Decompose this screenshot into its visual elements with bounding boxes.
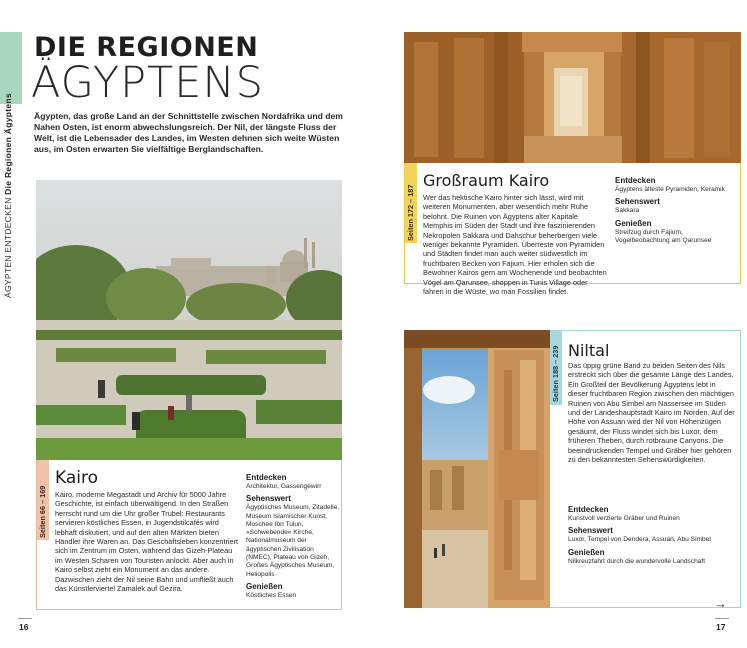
fact-heading-sehenswert: Sehenswert bbox=[615, 197, 660, 207]
left-page bbox=[0, 0, 373, 648]
page-range: Seiten 188 – 239 bbox=[551, 345, 560, 402]
right-page bbox=[374, 0, 747, 648]
region-title: Kairo bbox=[55, 468, 99, 488]
fact-sehenswert: Sakkara bbox=[615, 207, 640, 215]
fact-heading-entdecken: Entdecken bbox=[568, 505, 609, 514]
region-description: Kairo, moderne Megastadt und Archiv für 5000 Jahre Geschichte, ist einfach überwältigend. In den Straßen herrscht rund um die Uhr großer Trubel: Restaurants servieren köstliches Essen, in Jugendstilcafés wird lebhaft diskutiert, und auf den alten Märkten bieten Händler ihre Waren an. Das Geschäftsleben konzentriert sich im Zentrum im Osten, während das Gizeh-Plateau im Westen Scharen von Touristen anlockt. Aber auch in Kairo selbst zieht ein Monument an das andere. Dazwischen zieht der Nil seine Bahn und umfließt auch das Künstlerviertel Zamalek auf Gezira. bbox=[55, 490, 239, 594]
fact-geniessen: Streifzug durch Fajium, Vogelbeobachtung am Qarunsee bbox=[615, 228, 712, 244]
fact-heading-entdecken: Entdecken bbox=[246, 473, 287, 482]
intro-paragraph: Ägypten, das große Land an der Schnittstelle zwischen Nordafrika und dem Nahen Osten, ist enorm abwechslungsreich. Der Nil, der längste Fluss der Welt, ist die Lebensader des Landes, im Westen dehnen sich weite Wüsten aus, im Osten erwarten Sie vielfältige Berglandschaften. bbox=[34, 111, 343, 155]
region-card-niltal bbox=[550, 330, 741, 608]
running-header bbox=[3, 93, 17, 298]
fact-sehenswert: Ägyptisches Museum, Zitadelle, Museum Islamischer Kunst, Moschee Ibn Tulun, »Schwebende« Kirche, Nationalmuseum der ägyptischen Zivilisation (NMEC), Plateau von Gizeh, Großes Ägyptisches Museum, Heliopolis bbox=[246, 504, 340, 578]
fact-geniessen: Köstliches Essen bbox=[246, 591, 297, 599]
region-card-grossraum-kairo bbox=[404, 163, 741, 297]
page-range-tab bbox=[37, 460, 49, 540]
running-header-title: Die Regionen Ägyptens bbox=[3, 93, 13, 195]
fact-heading-entdecken: Entdecken bbox=[615, 176, 656, 185]
running-header-prefix: ÄGYPTEN ENTDECKEN bbox=[3, 197, 13, 298]
temple-gate-photo bbox=[404, 330, 550, 608]
page-range-tab bbox=[550, 331, 562, 405]
region-facts bbox=[615, 173, 737, 245]
page-range-tab bbox=[405, 163, 417, 243]
fact-heading-geniessen: Genießen bbox=[568, 547, 605, 557]
cairo-park-photo bbox=[36, 180, 342, 460]
fact-heading-sehenswert: Sehenswert bbox=[246, 494, 291, 504]
region-title: Niltal bbox=[568, 341, 610, 360]
fact-heading-sehenswert: Sehenswert bbox=[568, 526, 613, 536]
fact-entdecken: Ägyptens älteste Pyramiden, Keramik bbox=[615, 186, 725, 193]
fact-entdecken: Architektur, Gassengewirr bbox=[246, 483, 322, 490]
region-description: Das üppig grüne Band zu beiden Seiten des Nils erstreckt sich über die gesamte Länge des Landes. Ein Großteil der Bevölkerung Ägyptens lebt in dieser fruchtbaren Region zwischen den mächtigen Ruinen von Abu Simbel am Nassersee im Süden und der Landeshauptstadt Kairo im Norden. Auf der Höhe von Assuan wird der Nil von Höhenzügen gesäumt, der Fluss windet sich bis Luxor, dem früheren Theben, durch rotbraune Canyons. Die beeindruckenden Tempel und Gräber hier gehören zu den bekanntesten Sehenswürdigkeiten. bbox=[568, 361, 735, 465]
page-number-rule bbox=[715, 618, 729, 619]
region-description: Wer das hektische Kairo hinter sich lässt, wird mit weiteren Monumenten, aber wesentlich mehr Ruhe belohnt. Die Ruinen von Ägyptens alter Kapitale Memphis im Süden der Stadt und ihre faszinierenden Nekropolen Sakkara und Dahschur beherbergen viele weniger bekannte Pyramiden. Überreste von Pyramiden und Städten findet man auch weiter südwestlich im fruchtbaren Becken von Fajium. Hier erholen sich die Bewohner Kairos gern am Wochenende und beobachten Vögel am Qarunsee, shoppen in Tunis Village oder fahren in die Wüste, wo man Fossilien findet. bbox=[423, 193, 607, 297]
region-card-kairo bbox=[36, 460, 342, 610]
page-range: Seiten 66 – 169 bbox=[38, 485, 47, 538]
page-title-line2: ÄGYPTENS bbox=[31, 58, 264, 108]
fact-heading-geniessen: Genießen bbox=[615, 218, 652, 228]
region-facts bbox=[568, 502, 736, 566]
region-title: Großraum Kairo bbox=[423, 171, 550, 190]
temple-corridor-photo bbox=[404, 32, 741, 163]
next-page-arrow-icon[interactable]: → bbox=[714, 596, 727, 611]
page-number: 17 bbox=[716, 622, 726, 632]
fact-sehenswert: Luxor, Tempel von Dendera, Assuan, Abu Simbel bbox=[568, 536, 711, 544]
page-number: 16 bbox=[19, 622, 29, 632]
page-title-line1: DIE REGIONEN bbox=[34, 32, 259, 63]
fact-entdecken: Kunstvoll verzierte Gräber und Ruinen bbox=[568, 515, 680, 522]
page-number-rule bbox=[18, 618, 32, 619]
fact-geniessen: Nilkreuzfahrt durch die wundervolle Landschaft bbox=[568, 557, 706, 565]
fact-heading-geniessen: Genießen bbox=[246, 581, 283, 591]
page-range: Seiten 172 – 187 bbox=[406, 184, 415, 241]
region-facts bbox=[246, 470, 340, 600]
